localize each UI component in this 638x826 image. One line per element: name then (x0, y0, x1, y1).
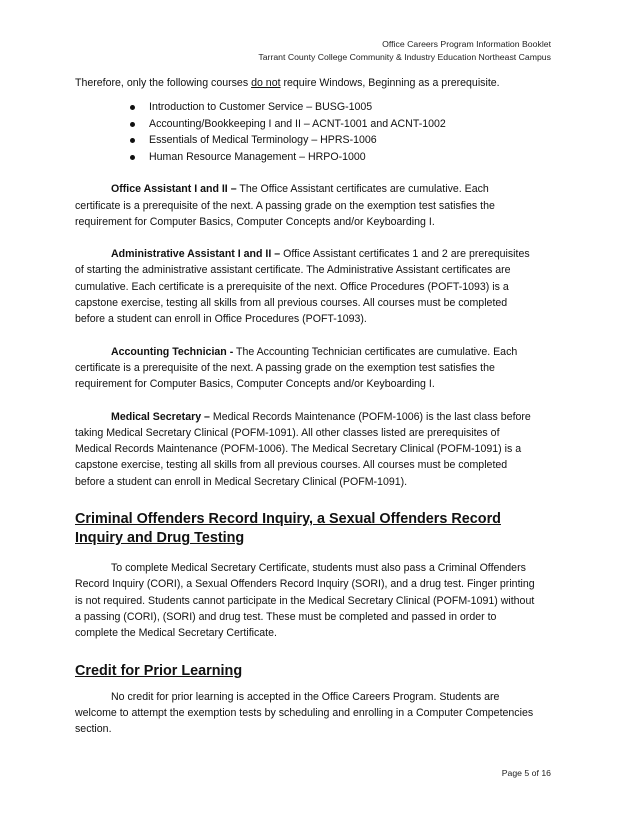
intro-text-before: Therefore, only the following courses (75, 77, 252, 89)
paragraph-lead: Administrative Assistant I and II – (111, 248, 281, 261)
paragraph-text: The Office Assistant certificates are cumulative. Each certificate is a prerequisite of the next. A passing grade on the exemption test satisfies the requirement for Computer Basics, Computer Concepts and/or Keyboarding I. (75, 183, 495, 228)
intro-emphasis: do not (251, 77, 281, 89)
intro-text-after: require Windows, Beginning as a prerequisite. (280, 77, 500, 89)
accounting-technician-paragraph (75, 344, 537, 393)
list-item: Human Resource Management – HRPO-1000 (130, 149, 537, 166)
list-item: Essentials of Medical Terminology – HPRS-1006 (130, 132, 537, 149)
paragraph-lead: Accounting Technician - (111, 345, 234, 358)
paragraph-lead: Office Assistant I and II – (111, 183, 237, 196)
exempt-course-list (75, 99, 537, 165)
paragraph-text: Office Assistant certificates 1 and 2 are prerequisites of starting the administrative assistant certificate. The Administrative Assistant certificates are cumulative. Each certificate is a prerequisite of the next. Office Procedures (POFT-1093) is a capstone exercise, testing all skills from all previous courses. All courses must be completed before a student can enroll in Office Procedures (POFT-1093). (75, 248, 530, 326)
list-item: Accounting/Bookkeeping I and II – ACNT-1001 and ACNT-1002 (130, 116, 537, 133)
page-header (258, 38, 551, 64)
section-heading-credit: Credit for Prior Learning (75, 662, 243, 679)
credit-paragraph: No credit for prior learning is accepted in the Office Careers Program. Students are welcome to attempt the exemption tests by scheduling and enrolling in a Computer Competencies section. (75, 690, 534, 736)
cori-paragraph: To complete Medical Secretary Certificate, students must also pass a Criminal Offenders Record Inquiry (CORI), a Sexual Offenders Record Inquiry (SORI), and a drug test. Finger printing is not required. Students cannot participate in the Medical Secretary Clinical (POFM-1091) without a passing (CORI), (SORI) and drug test. These must be completed and passed in order to complete the Medical Secretary Certificate. (75, 562, 535, 640)
medical-secretary-paragraph (75, 409, 537, 490)
header-booklet-title: Office Careers Program Information Booklet (382, 39, 551, 49)
office-assistant-paragraph (75, 181, 537, 230)
paragraph-text: The Accounting Technician certificates are cumulative. Each certificate is a prerequisite of the next. A passing grade on the exemption test satisfies the requirement for Computer Basics, Computer Concepts and/or Keyboarding I. (75, 345, 518, 391)
list-item: Introduction to Customer Service – BUSG-1005 (130, 99, 537, 116)
intro-paragraph (75, 75, 537, 91)
document-body (75, 75, 537, 737)
paragraph-lead: Medical Secretary – (111, 410, 210, 423)
section-heading-cori: Criminal Offenders Record Inquiry, a Sexual Offenders Record Inquiry and Drug Testing (75, 511, 501, 547)
page-number: Page 5 of 16 (501, 768, 551, 778)
paragraph-text: Medical Records Maintenance (POFM-1006) is the last class before taking Medical Secretary Clinical (POFM-1091). All other classes listed are prerequisites of Medical Records Maintenance (POFM-1006). The Medical Secretary Clinical (POFM-1091) is a capstone exercise, testing all skills from all previous courses. All courses must be completed before a student can enroll in Medical Secretary Clinical (POFM-1091). (75, 410, 531, 488)
header-campus: Tarrant County College Community & Industry Education Northeast Campus (258, 52, 551, 62)
administrative-assistant-paragraph (75, 246, 537, 327)
